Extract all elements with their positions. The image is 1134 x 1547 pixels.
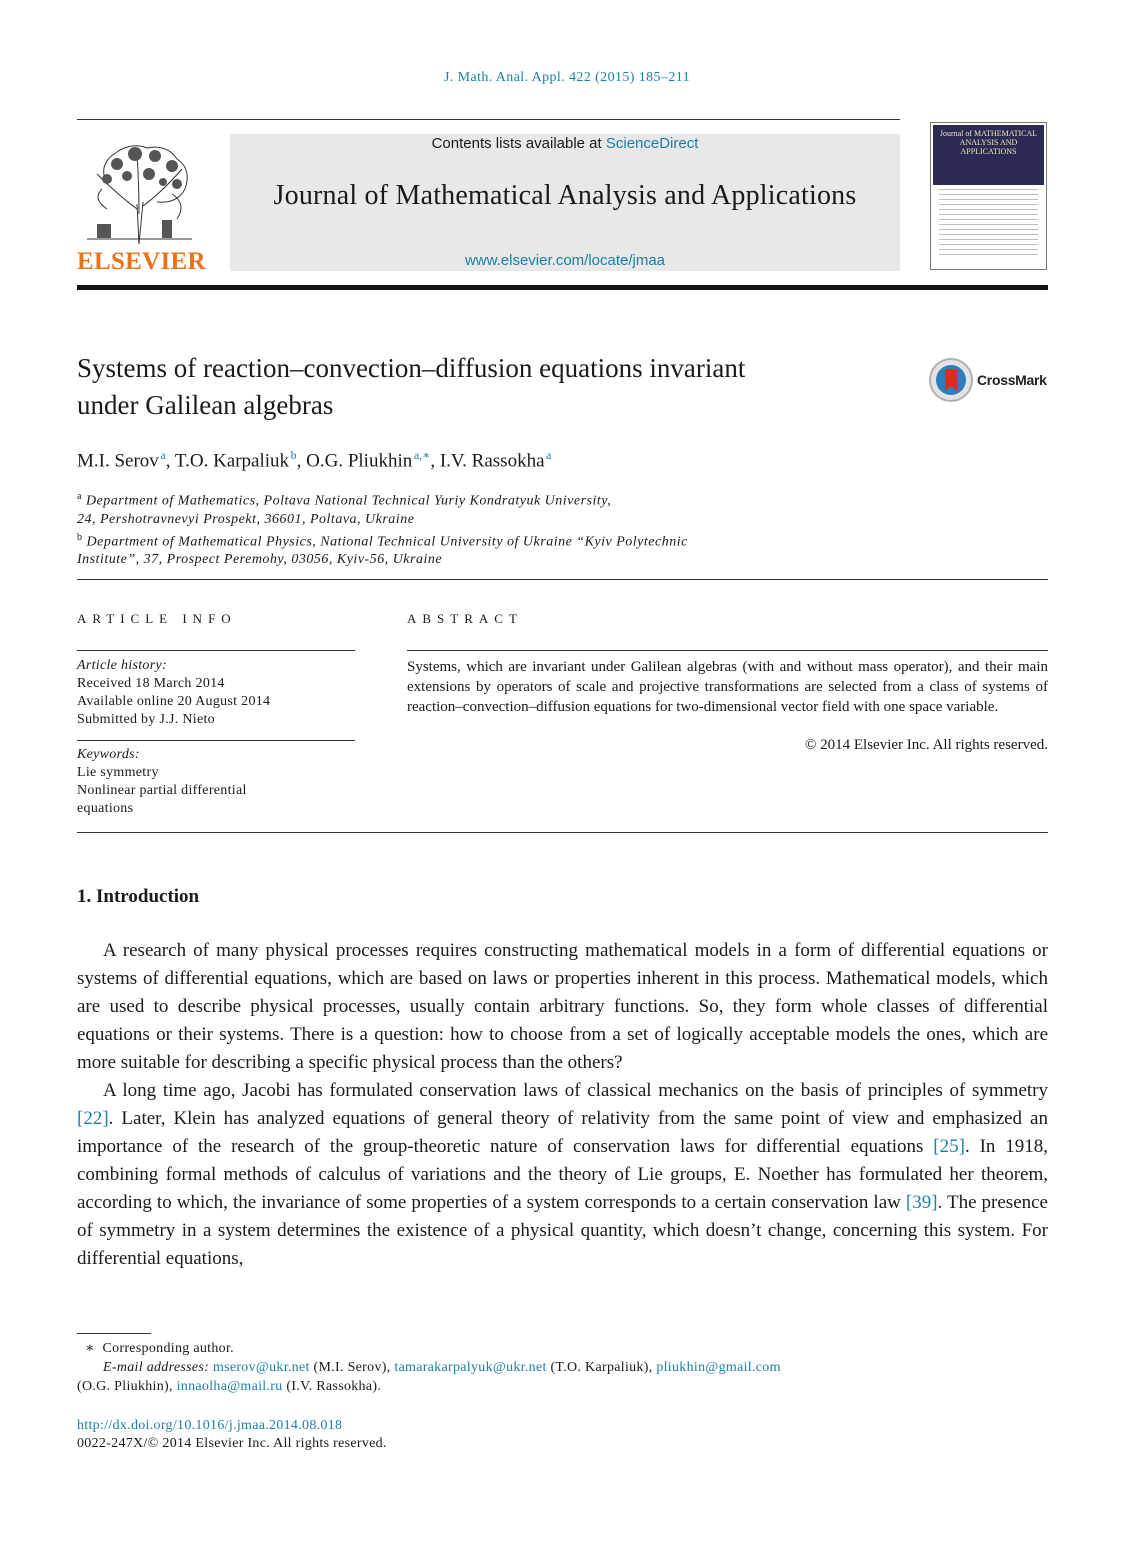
- journal-citation[interactable]: J. Math. Anal. Appl. 422 (2015) 185–211: [443, 70, 691, 85]
- cover-banner: [933, 125, 1044, 185]
- author-separator: ,: [165, 450, 175, 472]
- author-list: [77, 448, 551, 472]
- info-rule: [77, 650, 355, 651]
- text-run: . The presence of symmetry in a system determines the existence of a physical quantity, which doesn’t change, concerning this system. For differential equations,: [77, 1192, 1048, 1269]
- affiliation-a: [77, 488, 977, 511]
- keyword: Nonlinear partial differential: [77, 783, 247, 798]
- reference-link[interactable]: [39]: [905, 1192, 938, 1213]
- keyword: Lie symmetry: [77, 765, 159, 780]
- affiliation-line: Institute”, 37, Prospect Peremohy, 03056, Kyiv-56, Ukraine: [77, 552, 443, 568]
- text-run: A long time ago, Jacobi has formulated conservation laws of classical mechanics on the basis of principles of symmetry: [103, 1080, 1048, 1101]
- article-history: [77, 657, 355, 729]
- cover-board-listing: [939, 189, 1038, 259]
- article-info-heading: ARTICLE INFO: [77, 611, 237, 626]
- email-line: [77, 1358, 1048, 1377]
- reference-link[interactable]: [22]: [77, 1108, 109, 1129]
- email-link[interactable]: mserov@ukr.net: [212, 1360, 310, 1375]
- history-received: Received 18 March 2014: [77, 676, 225, 691]
- author-name: M.I. Serov: [77, 450, 159, 472]
- abstract-rule: [407, 650, 1048, 651]
- affiliation-line: 24, Pershotravnevyi Prospekt, 36601, Poltava, Ukraine: [77, 511, 415, 527]
- email-line: [77, 1377, 1048, 1396]
- author-affil-mark[interactable]: a,∗: [413, 448, 431, 462]
- email-link[interactable]: tamarakarpalyuk@ukr.net: [394, 1360, 547, 1375]
- history-submitted: Submitted by J.J. Nieto: [77, 712, 215, 727]
- keyword: equations: [77, 801, 134, 816]
- section-heading: 1. Introduction: [77, 886, 200, 907]
- top-rule: [77, 119, 900, 120]
- contents-line: [230, 135, 900, 152]
- paper-title: [77, 350, 877, 424]
- email-owner: (I.V. Rassokha).: [282, 1379, 382, 1394]
- author-affil-mark[interactable]: b: [290, 448, 297, 462]
- info-rule: [77, 740, 355, 741]
- email-owner: (T.O. Karpaliuk),: [546, 1360, 657, 1375]
- author-name: I.V. Rassokha: [439, 450, 545, 472]
- text-run: . Later, Klein has analyzed equations of general theory of relativity from the same point of view and emphasized an importance of the research of the group-theoretic nature of conservation laws for differential equations: [77, 1108, 1048, 1157]
- author-affil-mark[interactable]: a: [160, 448, 166, 462]
- crossmark-label[interactable]: CrossMark: [977, 372, 1047, 388]
- crossmark-icon[interactable]: [928, 357, 974, 403]
- body-text: [77, 937, 1048, 1273]
- email-link[interactable]: pliukhin@gmail.com: [656, 1360, 781, 1375]
- paragraph: A research of many physical processes requires constructing mathematical models in a form of differential equations or systems of differential equations, which are based on laws or properties inherent in this process. Mathematical models, which are used to describe physical processes, usually contain arbitrary functions. So, they form whole classes of differential equations or their systems. There is a question: how to choose from a set of logically acceptable models the ones, which are more suitable for describing a specific physical process than the others?: [77, 940, 1048, 1073]
- author-name: T.O. Karpaliuk: [174, 450, 290, 472]
- email-owner: (O.G. Pliukhin),: [77, 1379, 177, 1394]
- affiliations: [77, 488, 977, 569]
- reference-link[interactable]: [25]: [933, 1136, 965, 1157]
- abstract-copyright: © 2014 Elsevier Inc. All rights reserved.: [804, 737, 1048, 753]
- paragraph: [77, 1077, 1048, 1273]
- info-block-rule: [77, 832, 1048, 833]
- affiliation-b: [77, 529, 977, 552]
- footnotes: [77, 1339, 1048, 1396]
- author-name: O.G. Pliukhin: [306, 450, 413, 472]
- email-owner: (M.I. Serov),: [309, 1360, 395, 1375]
- history-label: Article history:: [77, 658, 167, 673]
- corresponding-label: Corresponding author.: [102, 1341, 234, 1356]
- title-line-1: Systems of reaction–convection–diffusion equations invariant: [77, 353, 746, 383]
- email-label: E-mail addresses:: [103, 1360, 210, 1375]
- author-separator: ,: [430, 450, 440, 472]
- author-affil-mark[interactable]: a: [546, 448, 552, 462]
- email-link[interactable]: innaolha@mail.ru: [176, 1379, 283, 1394]
- keywords-label: Keywords:: [77, 747, 140, 762]
- journal-name: Journal of Mathematical Analysis and Applications: [273, 180, 857, 211]
- text-run: . In 1918, combining formal methods of calculus of variations and the theory of Lie groups, E. Noether has formulated her theorem, according to which, the invariance of some properties of a system corresponds to a certain conservation law: [77, 1136, 1049, 1213]
- footnote-rule: [77, 1333, 151, 1334]
- affiliation-mark: a: [77, 491, 82, 502]
- affiliation-line: Department of Mathematics, Poltava National Technical Yuriy Kondratyuk University,: [85, 493, 612, 509]
- header-thick-rule: [77, 285, 1048, 290]
- abstract-heading: ABSTRACT: [407, 611, 523, 626]
- title-line-2: under Galilean algebras: [77, 390, 334, 420]
- elsevier-wordmark: ELSEVIER: [77, 248, 206, 275]
- contents-prefix: Contents lists available at: [431, 135, 606, 152]
- abstract-text: Systems, which are invariant under Galilean algebras (with and without mass operator), and their main extensions by operators of scale and projective transformations are selected from a class of systems of reaction–convection–diffusion equations for two-dimensional vector field with one space variable.: [407, 659, 1048, 715]
- cover-title: Journal of MATHEMATICAL ANALYSIS AND APPLICATIONS: [939, 129, 1038, 156]
- doi-link[interactable]: http://dx.doi.org/10.1016/j.jmaa.2014.08.018: [77, 1418, 343, 1433]
- affiliation-line: Department of Mathematical Physics, National Technical University of Ukraine “Kyiv Polytechnic: [86, 534, 688, 550]
- history-online: Available online 20 August 2014: [77, 694, 271, 709]
- doi-block: [77, 1417, 387, 1453]
- corresponding-author-note: [77, 1339, 1048, 1358]
- title-block-rule: [77, 579, 1048, 580]
- author-separator: ,: [296, 450, 307, 472]
- sciencedirect-link[interactable]: ScienceDirect: [605, 135, 699, 152]
- keywords: [77, 746, 355, 818]
- affiliation-mark: b: [77, 531, 83, 543]
- issn-copyright: 0022-247X/© 2014 Elsevier Inc. All rights reserved.: [77, 1436, 387, 1451]
- journal-cover-thumbnail[interactable]: [930, 122, 1047, 270]
- journal-url-link[interactable]: www.elsevier.com/locate/jmaa: [464, 252, 666, 269]
- footnote-star: ∗: [85, 1341, 95, 1356]
